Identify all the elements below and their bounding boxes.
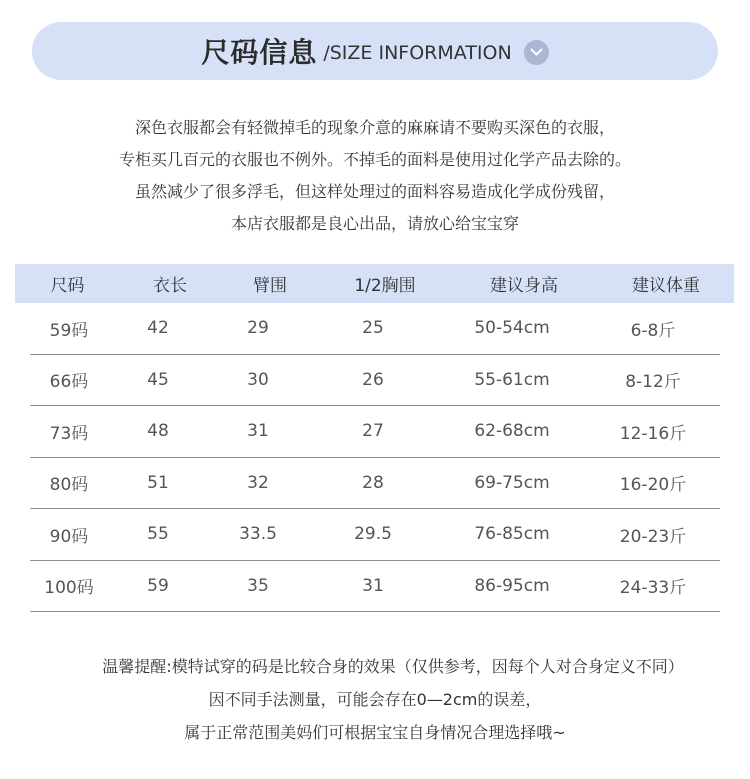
table-cell: 62-68cm	[474, 421, 550, 442]
table-cell: 42	[147, 318, 169, 339]
table-cell: 80码	[49, 475, 89, 496]
table-cell: 12-16斤	[619, 423, 687, 444]
size-table-header	[15, 264, 734, 303]
intro-line: 专柜买几百元的衣服也不例外。不掉毛的面料是使用过化学产品去除的。	[118, 150, 631, 169]
table-cell: 33.5	[239, 524, 277, 545]
table-cell: 86-95cm	[474, 575, 550, 596]
table-cell: 6-8斤	[630, 320, 676, 341]
table-cell: 31	[362, 575, 384, 596]
table-cell: 51	[147, 472, 169, 493]
table-cell: 59码	[49, 320, 89, 341]
table-cell: 20-23斤	[619, 526, 687, 547]
chevron-down-icon[interactable]	[524, 40, 549, 65]
table-row	[30, 355, 720, 407]
table-row	[30, 561, 720, 613]
intro-line: 本店衣服都是良心出品，请放心给宝宝穿	[230, 214, 519, 233]
header-subtitle: /SIZE INFORMATION	[323, 42, 512, 64]
table-cell: 100码	[44, 578, 94, 599]
table-cell: 8-12斤	[625, 372, 681, 393]
column-header-height: 建议身高	[490, 276, 558, 296]
table-cell: 26	[362, 369, 384, 390]
column-header-arm: 臂围	[253, 276, 287, 296]
table-row	[30, 303, 720, 355]
table-row	[30, 458, 720, 510]
intro-line: 虽然减少了很多浮毛，但这样处理过的面料容易造成化学成份残留，	[134, 182, 615, 201]
table-cell: 32	[247, 472, 269, 493]
table-cell: 55-61cm	[474, 369, 550, 390]
column-header-weight: 建议体重	[632, 276, 700, 296]
table-row	[30, 509, 720, 561]
section-header	[32, 22, 718, 80]
table-cell: 29.5	[354, 524, 392, 545]
table-cell: 66码	[49, 372, 89, 393]
column-header-size: 尺码	[50, 276, 85, 296]
note-line: 属于正常范围美妈们可根据宝宝自身情况合理选择哦~	[184, 723, 566, 742]
table-cell: 25	[362, 318, 384, 339]
table-cell: 30	[247, 369, 269, 390]
table-cell: 59	[147, 575, 169, 596]
header-title: 尺码信息	[201, 36, 318, 69]
table-row	[30, 406, 720, 458]
table-cell: 24-33斤	[619, 578, 687, 599]
note-line: 温馨提醒:模特试穿的码是比较合身的效果（仅供参考，因每个人对合身定义不同）	[102, 657, 684, 676]
column-header-half-chest: 1/2胸围	[354, 276, 416, 296]
table-cell: 45	[147, 369, 169, 390]
table-cell: 29	[247, 318, 269, 339]
table-cell: 48	[147, 421, 169, 442]
table-cell: 35	[247, 575, 269, 596]
table-cell: 76-85cm	[474, 524, 550, 545]
table-cell: 69-75cm	[474, 472, 550, 493]
table-cell: 90码	[49, 526, 89, 547]
table-cell: 73码	[49, 423, 89, 444]
table-cell: 16-20斤	[619, 475, 687, 496]
table-cell: 55	[147, 524, 169, 545]
table-cell: 28	[362, 472, 384, 493]
size-table-body	[30, 303, 720, 612]
table-cell: 27	[362, 421, 384, 442]
intro-text	[0, 112, 750, 240]
table-cell: 50-54cm	[474, 318, 550, 339]
reminder-note	[0, 650, 750, 749]
note-line: 因不同手法测量，可能会存在0—2cm的误差，	[208, 690, 542, 709]
table-cell: 31	[247, 421, 269, 442]
column-header-length: 衣长	[153, 276, 187, 296]
intro-line: 深色衣服都会有轻微掉毛的现象介意的麻麻请不要购买深色的衣服，	[134, 118, 615, 137]
